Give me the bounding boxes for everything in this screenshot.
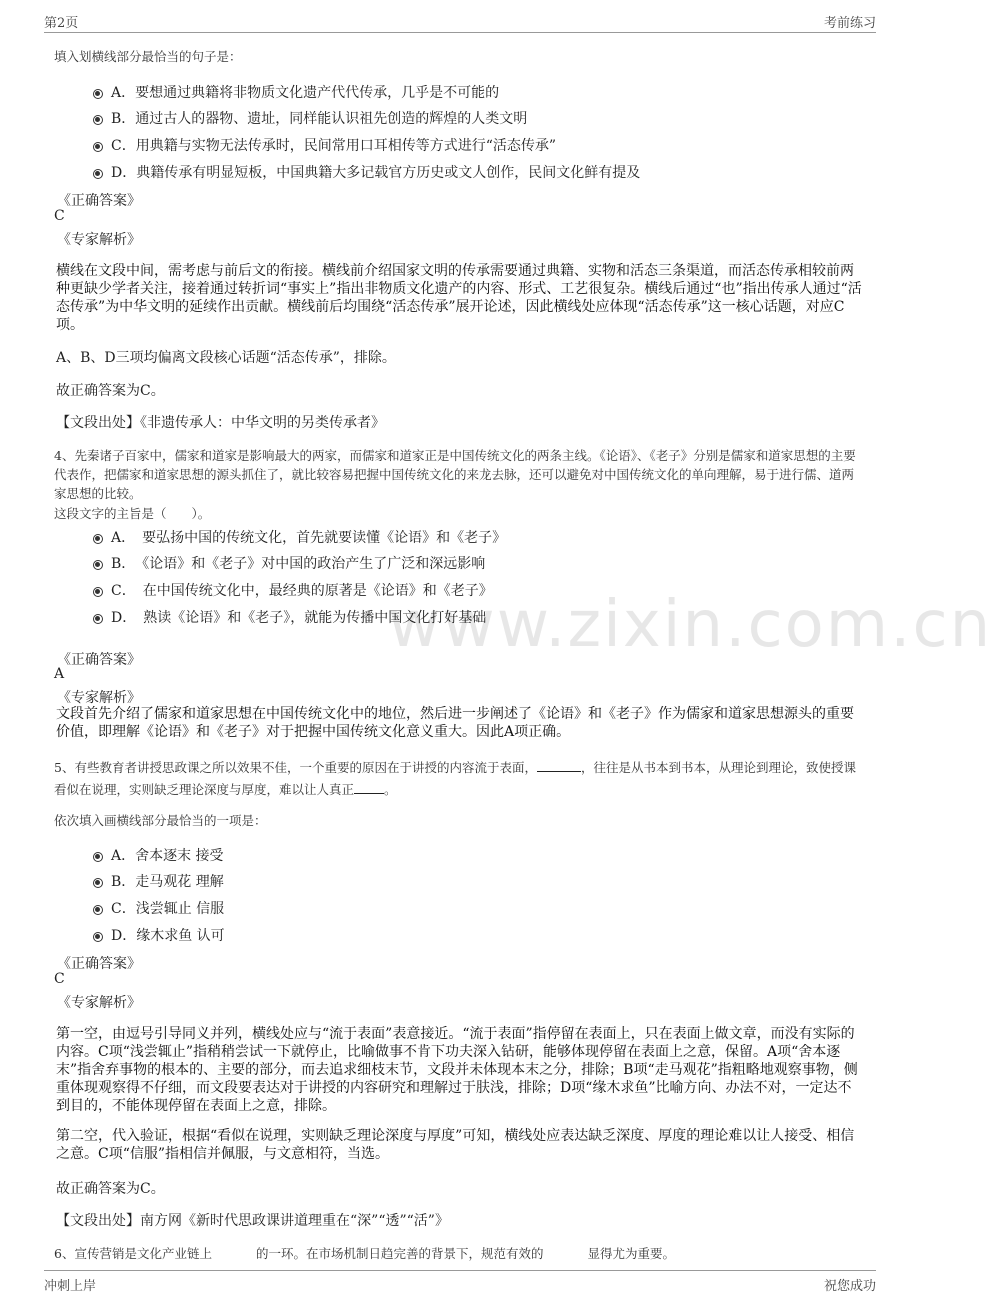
radio-icon [93,142,103,152]
radio-icon [93,560,103,570]
page-number: 第2页 [44,16,79,31]
q5-stem-part-b: ，往往是从书本到书本，从理论到理论，致使 [580,760,831,775]
q3-answer: C [54,208,65,224]
q3-option-d-text: D．典籍传承有明显短板，中国典籍大多记载官方历史或文人创作，民间文化鲜有提及 [111,165,641,181]
q3-analysis-label: 《专家解析》 [57,232,141,248]
q3-option-b-text: B．通过古人的器物、遗址，同样能认识祖先创造的辉煌的人类文明 [111,111,528,127]
q6-stem [54,1244,675,1262]
q3-answer-label: 《正确答案》 [57,193,141,209]
radio-icon [93,614,103,624]
q3-option-a-text: A．要想通过典籍将非物质文化遗产代代传承，几乎是不可能的 [111,85,500,101]
watermark: www.zixin.com.cn [388,588,992,662]
radio-icon [93,878,103,888]
q5-answer-label: 《正确答案》 [57,956,141,972]
q5-option-c[interactable] [93,898,224,918]
q4-question: 这段文字的主旨是（ ）。 [54,506,211,521]
q5-question: 依次填入画横线部分最恰当的一项是： [54,813,267,828]
radio-icon [93,852,103,862]
q4-option-d[interactable] [93,607,486,627]
q3-stem: 填入划横线部分最恰当的句子是： [54,49,242,64]
radio-icon [93,932,103,942]
q5-analysis-p3: 故正确答案为C。 [56,1181,165,1197]
radio-icon [93,905,103,915]
radio-icon [93,534,103,544]
q4-option-c[interactable] [93,580,493,600]
footer-right: 祝您成功 [823,1279,876,1294]
q4-stem: 4、先秦诸子百家中，儒家和道家是影响最大的两家，而儒家和道家正是中国传统文化的两条主线。《论语》、《老子》分别是儒家和道家思想的主要代表作，把儒家和道家思想的源头抓住了，就比较容易把握中国传统文化的来龙去脉，还可以避免对中国传统文化的单向理解，易于进行儒、道两家思想的比较。 [54,448,856,501]
q5-option-a[interactable] [93,845,224,865]
footer-left: 冲刺上岸 [44,1279,97,1294]
q4-option-b-text: B． 《论语》和《老子》对中国的政治产生了广泛和深远影响 [111,556,486,572]
q5-answer: C [54,971,65,987]
q4-analysis: 文段首先介绍了儒家和道家思想在中国传统文化中的地位，然后进一步阐述了《论语》和《老子》作为儒家和道家思想源头的重要价值，即理解《论语》和《老子》对于把握中国传统文化意义重大。因此A项正确。 [56,706,854,740]
q3-analysis-p2: A、B、D三项均偏离文段核心话题“活态传承”，排除。 [56,350,396,366]
q4-answer-label: 《正确答案》 [57,652,141,668]
q5-option-d[interactable] [93,925,225,945]
q3-option-a[interactable] [93,82,499,102]
q5-stem-part-a: 5、有些教育者讲授思政课之所以效果不佳，一个重要的原因在于讲授的内容流于表面， [54,760,537,775]
q4-analysis-label: 《专家解析》 [57,690,141,706]
q6-stem-part-b: 的一环。在市场机制日趋完善的背景下，规范有效的 [255,1246,544,1261]
radio-icon [93,587,103,597]
q5-analysis-p2: 第二空，代入验证，根据“看似在说理，实则缺乏理论深度与厚度”可知，横线处应表达缺乏深度、厚度的理论难以让人接受、相信之意。C项“信服”指相信并佩服，与文意相符，当选。 [56,1128,855,1162]
q5-stem-part-c: 授课看似在说理，实则缺乏理论深度与厚度，难以让人真正 [54,760,856,797]
q5-analysis-p1: 第一空，由逗号引导同义并列，横线处应与“流于表面”表意接近。“流于表面”指停留在表面上，只在表面上做文章，而没有实际的内容。C项“浅尝辄止”指稍稍尝试一下就停止，比喻做事不肯下功夫深入钻研，能够体现停留在表面上之意，保留。A项“舍本逐末”指舍弃事物的根本的、主要的部分，而去追求细枝末节，文段并未体现本末之分，排除；B项“走马观花”指粗略地观察事物，侧重体现观察得不仔细，而文段要表达对于讲授的内容研究和理解过于肤浅，排除；D项“缘木求鱼”比喻方向、办法不对，一定达不到目的，不能体现停留在表面上之意，排除。 [56,1026,858,1114]
q5-source: 【文段出处】南方网《新时代思政课讲道理重在“深”“透”“活”》 [56,1213,449,1229]
q3-analysis-p1: 横线在文段中间，需考虑与前后文的衔接。横线前介绍国家文明的传承需要通过典籍、实物和活态三条渠道，而活态传承相较前两种更缺少学者关注，接着通过转折词“事实上”指出非物质文化遗产的内容、形式、工艺很复杂。横线后通过“也”指出传承人通过“活态传承”为中华文明的延续作出贡献。横线前后均围绕“活态传承”展开论述，因此横线处应体现“活态传承”这一核心话题，对应C项。 [56,263,862,333]
page-footer [44,1270,876,1295]
q4-option-a-text: A． 要弘扬中国的传统文化，首先就要读懂《论语》和《老子》 [111,530,507,546]
q5-blank-2 [354,781,384,794]
q5-option-b[interactable] [93,871,224,891]
q5-option-a-text: A．舍本逐末 接受 [111,848,224,864]
q3-option-b[interactable] [93,108,527,128]
q6-stem-part-c: 显得尤为重要。 [587,1246,675,1261]
q6-stem-part-a: 6、宣传营销是文化产业链上 [54,1246,212,1261]
q4-option-d-text: D． 熟读《论语》和《老子》，就能为传播中国文化打好基础 [111,610,487,626]
q4-option-b[interactable] [93,553,485,573]
q4-option-c-text: C． 在中国传统文化中，最经典的原著是《论语》和《老子》 [111,583,493,599]
page-header [44,12,876,33]
radio-icon [93,89,103,99]
q4-option-a[interactable] [93,527,506,547]
header-title: 考前练习 [823,16,876,31]
q3-option-c-text: C．用典籍与实物无法传承时，民间常用口耳相传等方式进行“活态传承” [111,138,557,154]
q3-analysis-p3: 故正确答案为C。 [56,383,165,399]
q5-option-d-text: D．缘木求鱼 认可 [111,928,225,944]
q3-source: 【文段出处】《非遗传承人：中华文明的另类传承者》 [56,415,385,431]
q5-stem [54,757,860,801]
q3-option-d[interactable] [93,162,640,182]
q5-blank-1 [537,759,581,772]
q5-analysis-label: 《专家解析》 [57,995,141,1011]
q4-answer: A [54,666,65,682]
q5-option-b-text: B．走马观花 理解 [111,874,224,890]
q5-option-c-text: C．浅尝辄止 信服 [111,901,225,917]
radio-icon [93,169,103,179]
q5-stem-part-d: 。 [384,782,397,797]
radio-icon [93,115,103,125]
q3-option-c[interactable] [93,135,556,155]
